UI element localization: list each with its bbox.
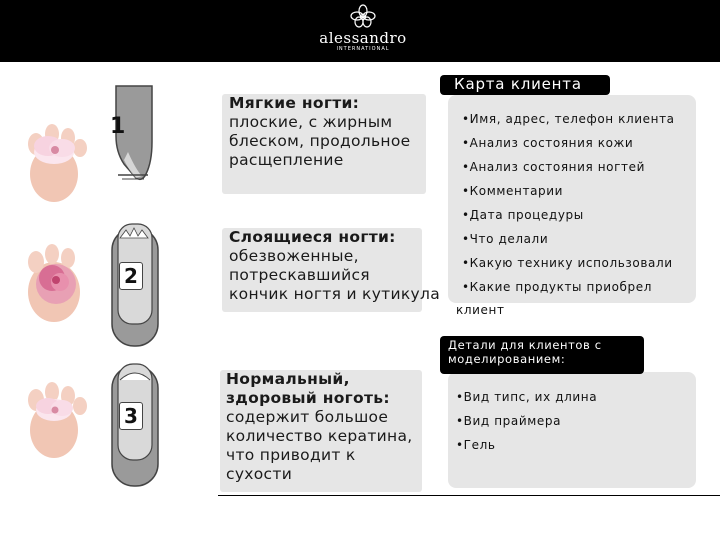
client-card-item: •Имя, адрес, телефон клиента bbox=[462, 112, 675, 126]
card-3-line-1: содержит большое bbox=[226, 408, 389, 426]
client-card-list bbox=[448, 95, 696, 303]
client-card-item: •Анализ состояния кожи bbox=[462, 136, 634, 150]
modeling-heading-line-1: Детали для клиентов с bbox=[448, 338, 602, 352]
card-3-line-2: количество кератина, bbox=[226, 427, 413, 445]
card-1-line-3: расщепление bbox=[229, 151, 344, 169]
flower-emblem-icon bbox=[350, 4, 376, 28]
client-card-item: •Комментарии bbox=[462, 184, 564, 198]
card-1-line-1: плоские, с жирным bbox=[229, 113, 393, 131]
client-card-heading: Карта клиента bbox=[440, 75, 610, 95]
nail-number-1: 1 bbox=[110, 114, 126, 139]
modeling-heading-line-2: моделированием: bbox=[448, 352, 566, 366]
card-2-line-2: потрескавшийся bbox=[229, 266, 370, 284]
client-card-item: •Какую технику использовали bbox=[462, 256, 673, 270]
bottom-divider bbox=[218, 495, 720, 496]
card-3-line-4: сухости bbox=[226, 465, 293, 483]
card-1-line-2: блеском, продольное bbox=[229, 132, 411, 150]
card-2-line-1: обезвоженные, bbox=[229, 247, 359, 265]
client-card-item: •Какие продукты приобрел bbox=[462, 280, 652, 294]
modeling-details-heading bbox=[440, 336, 644, 374]
brand-name: alessandro bbox=[319, 29, 407, 47]
modeling-item: •Гель bbox=[456, 438, 496, 452]
brand-logo bbox=[318, 4, 408, 60]
modeling-item: •Вид праймера bbox=[456, 414, 562, 428]
client-card-item: клиент bbox=[456, 303, 505, 317]
client-card-item: •Дата процедуры bbox=[462, 208, 584, 222]
nail-number-2: 2 bbox=[119, 262, 143, 290]
flower-icon bbox=[36, 264, 76, 304]
nail-type-card-3 bbox=[220, 370, 422, 492]
card-3-title-2: здоровый ноготь: bbox=[226, 389, 390, 407]
card-3-title-1: Нормальный, bbox=[226, 370, 350, 388]
client-card-item: •Что делали bbox=[462, 232, 549, 246]
card-2-line-3: кончик ногтя и кутикула bbox=[229, 285, 441, 303]
brand-tagline: INTERNATIONAL bbox=[336, 46, 390, 52]
client-card-item: •Анализ состояния ногтей bbox=[462, 160, 645, 174]
nail-number-3: 3 bbox=[119, 402, 143, 430]
card-3-line-3: что приводит к bbox=[226, 446, 356, 464]
nail-illustration-1 bbox=[18, 82, 163, 222]
modeling-item: •Вид типс, их длина bbox=[456, 390, 598, 404]
card-1-title: Мягкие ногти: bbox=[229, 94, 360, 112]
nail-type-card-2 bbox=[222, 228, 441, 306]
nail-type-card-1 bbox=[222, 94, 426, 194]
header-bar bbox=[0, 0, 720, 62]
card-2-title: Слоящиеся ногти: bbox=[229, 228, 396, 246]
